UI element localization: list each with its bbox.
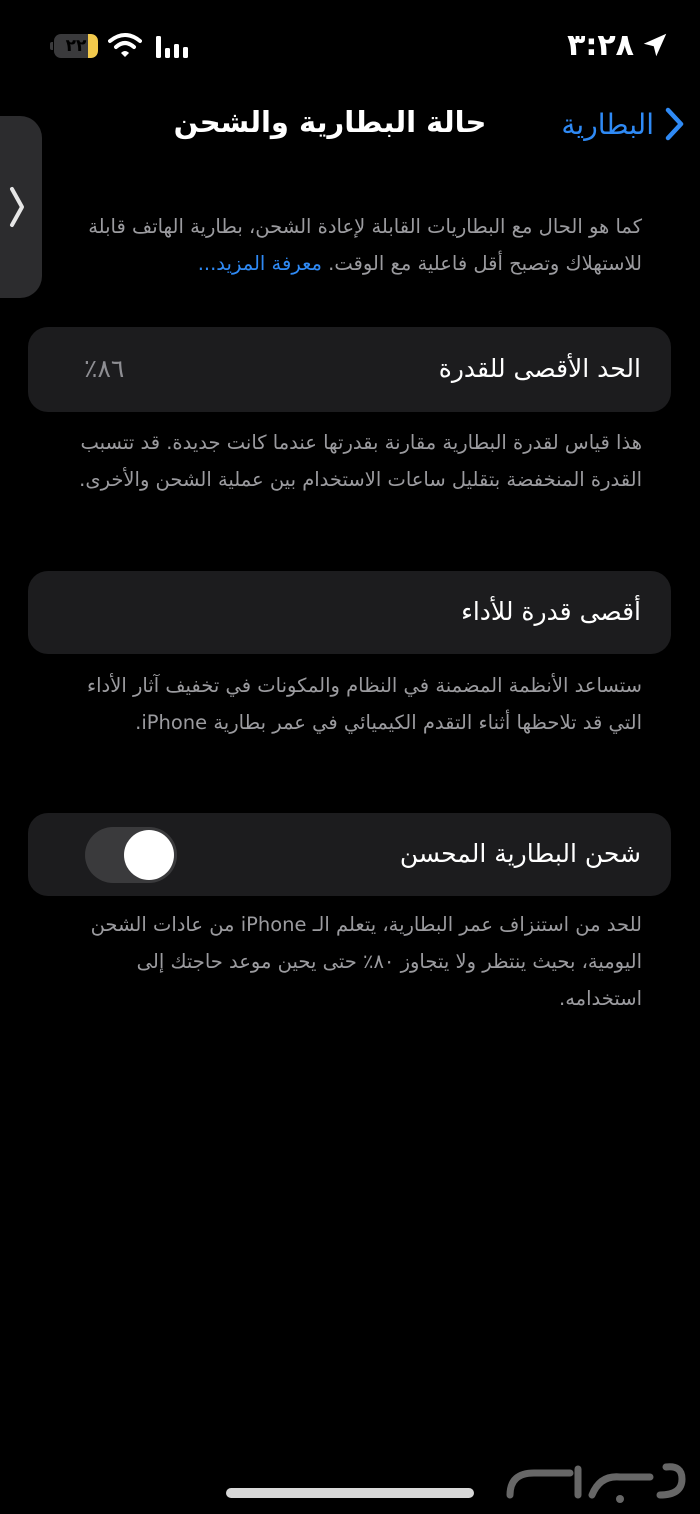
peak-performance-label: أقصى قدرة للأداء bbox=[461, 597, 641, 626]
maximum-capacity-description: هذا قياس لقدرة البطارية مقارنة بقدرتها عندما كانت جديدة. قد تتسبب القدرة المنخفضة بتقليل ساعات الاستخدام بين عملية الشحن والأخرى. bbox=[79, 431, 642, 491]
cellular-signal-icon bbox=[156, 36, 190, 58]
intro-text: كما هو الحال مع البطاريات القابلة لإعادة الشحن، بطارية الهاتف قابلة للاستهلاك وتصبح أقل فاعلية مع الوقت. bbox=[88, 215, 642, 275]
battery-icon bbox=[50, 34, 98, 58]
wifi-icon bbox=[108, 32, 142, 58]
optimized-charging-row bbox=[28, 813, 671, 896]
chevron-right-icon bbox=[8, 186, 26, 228]
toggle-knob bbox=[124, 830, 174, 880]
optimized-charging-toggle[interactable] bbox=[85, 827, 177, 883]
maximum-capacity-label: الحد الأقصى للقدرة bbox=[438, 354, 641, 383]
status-time: ٣:٢٨ bbox=[567, 28, 634, 63]
location-arrow-icon bbox=[640, 30, 670, 60]
side-panel-handle[interactable] bbox=[0, 116, 42, 298]
haraj-logo bbox=[500, 1455, 690, 1511]
maximum-capacity-row bbox=[28, 327, 671, 412]
peak-performance-row bbox=[28, 571, 671, 654]
maximum-capacity-value: ٨٦٪ bbox=[84, 354, 125, 383]
learn-more-link[interactable]: معرفة المزيد... bbox=[197, 252, 322, 275]
page-title: حالة البطارية والشحن bbox=[173, 105, 487, 139]
back-label: البطارية bbox=[561, 107, 654, 141]
optimized-charging-description: للحد من استنزاف عمر البطارية، يتعلم الـ iPhone من عادات الشحن اليومية، بحيث ينتظر ولا يتجاوز ٨٠٪ حتى يحين موعد حاجتك إلى استخدامه. bbox=[90, 913, 642, 1010]
intro-footnote bbox=[52, 208, 642, 282]
peak-performance-description: ستساعد الأنظمة المضمنة في النظام والمكونات في تخفيف آثار الأداء التي قد تلاحظها أثناء التقدم الكيميائي في عمر بطارية iPhone. bbox=[86, 674, 642, 734]
home-indicator[interactable] bbox=[226, 1488, 474, 1498]
battery-percentage: ٢٢ bbox=[65, 36, 87, 56]
optimized-charging-label: شحن البطارية المحسن bbox=[399, 839, 641, 868]
